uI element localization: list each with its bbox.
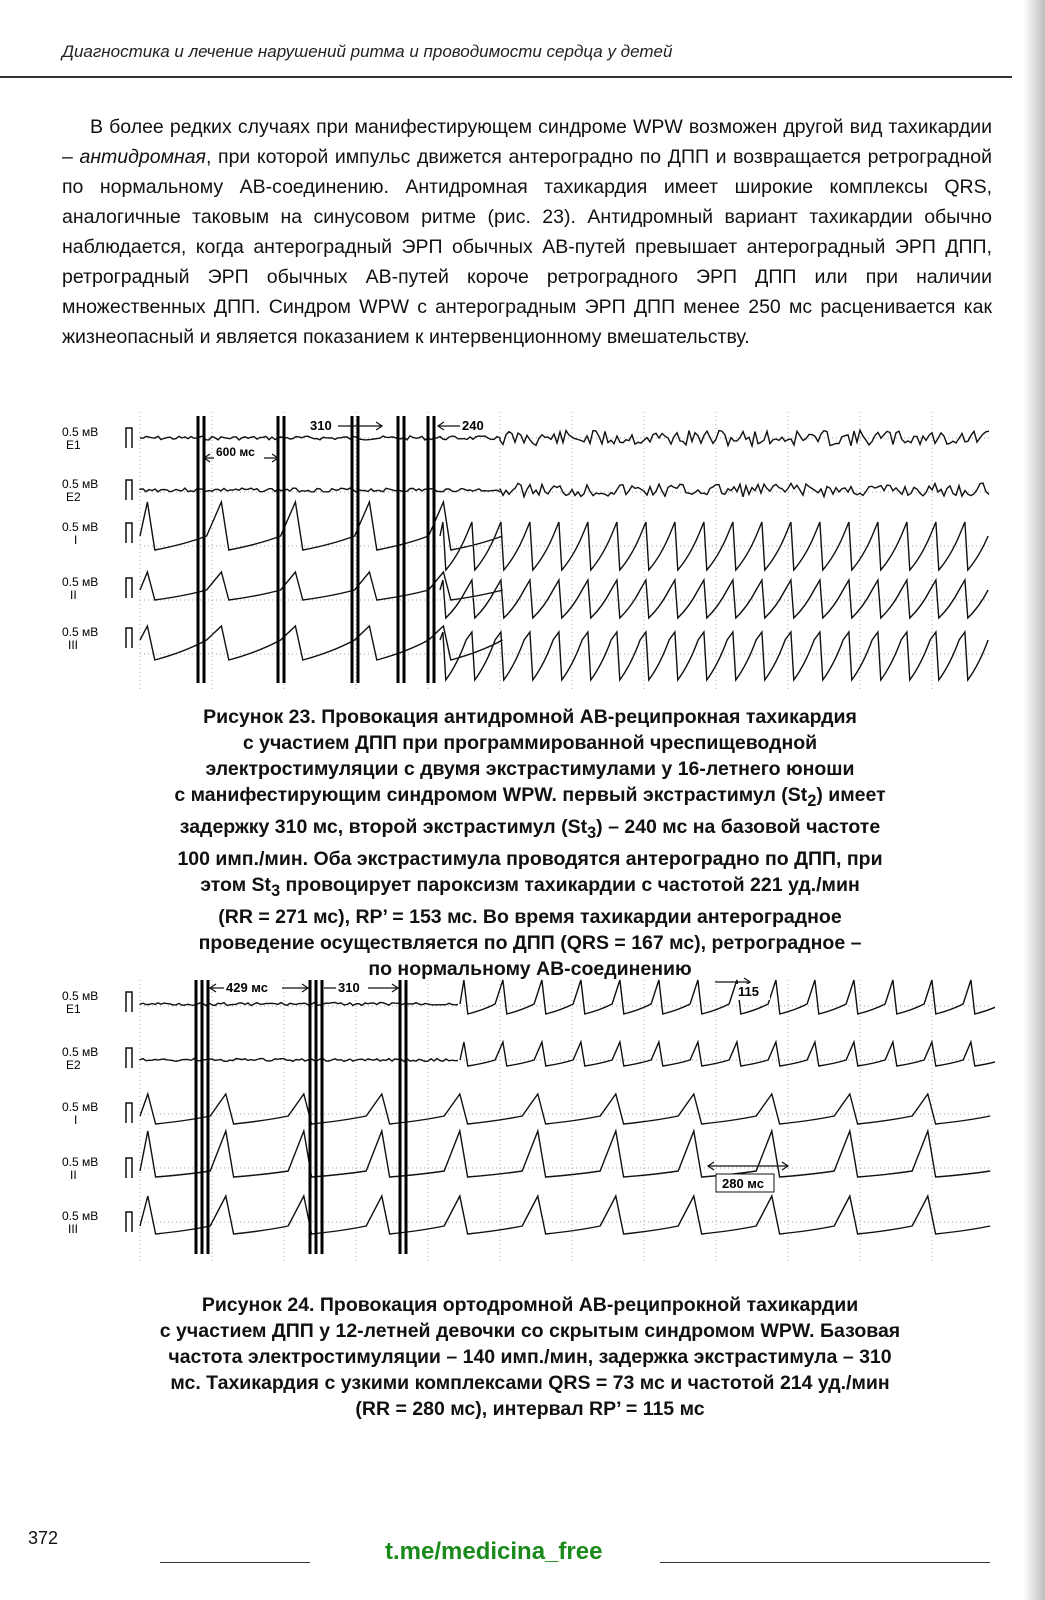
lead-name-ii: II xyxy=(70,1168,77,1182)
paragraph-part-1: В более редких случаях при манифестирующем синдроме WPW возможен другой вид тахикардии – xyxy=(62,116,992,168)
ecg-trace-lead-i xyxy=(140,1094,990,1124)
caption-line xyxy=(70,814,990,846)
interval-label-429: 429 мс xyxy=(226,980,268,995)
figure-23-ecg xyxy=(60,408,995,696)
paragraph-part-2: , при которой импульс движется антероградно по ДПП и возвращается ретроградной по нормальному АВ-соединению. Антидромная тахикардия имеет широкие комплексы QRS, аналогичные таковым на синусовом ритме (рис. 23). Антидромный вариант тахикардии обычно наблюдается, когда антероградный ЭРП обычных АВ-путей превышает антероградный ЭРП ДПП, ретроградный ЭРП обычных АВ-путей короче ретроградного ЭРП ДПП или при наличии множественных ДПП. Синдром WPW с антероградным ЭРП ДПП менее 250 мс расценивается как жизнеопасный и является показанием к интервенционному вмешательству. xyxy=(62,146,992,348)
caption-line xyxy=(70,872,990,904)
figure-23-caption xyxy=(70,704,990,982)
calibration-marks-24 xyxy=(126,992,132,1232)
footer-rule-left xyxy=(160,1562,310,1563)
running-header: Диагностика и лечение нарушений ритма и проводимости сердца у детей xyxy=(62,42,673,61)
ecg-trace-e2 xyxy=(140,1042,995,1066)
interval-label-310: 310 xyxy=(338,980,360,995)
caption-line: частота электростимуляции – 140 имп./мин, задержка экстрастимула – 310 xyxy=(168,1346,892,1368)
ecg-trace-lead-iii xyxy=(140,626,988,680)
ecg-trace-lead-ii xyxy=(140,572,988,618)
page-edge-shadow xyxy=(1023,0,1045,1600)
lead-scale-ii: 0.5 мВ xyxy=(62,1155,99,1169)
ecg-trace-lead-iii xyxy=(140,1196,990,1234)
calibration-marks-23 xyxy=(126,428,132,648)
caption-text: с манифестирующим синдромом WPW. первый экстрастимул (St xyxy=(174,784,808,806)
caption-text: провоцирует пароксизм тахикардии с частотой 221 уд./мин xyxy=(280,873,860,896)
ecg-grid xyxy=(140,980,990,1262)
caption-subscript: 3 xyxy=(587,823,597,842)
caption-text: ) имеет xyxy=(816,784,886,806)
caption-line: проведение осуществляется по ДПП (QRS = 167 мс), ретроградное – xyxy=(198,931,862,954)
lead-name-e1: E1 xyxy=(66,438,81,452)
caption-line: с участием ДПП у 12-летней девочки со скрытым синдромом WPW. Базовая xyxy=(159,1320,901,1342)
caption-line: (RR = 271 мс), RP’ = 153 мс. Во время тахикардии антероградное xyxy=(218,905,842,928)
lead-scale-i: 0.5 мВ xyxy=(62,520,99,534)
lead-name-iii: III xyxy=(68,638,79,652)
lead-name-e2: E2 xyxy=(66,1058,81,1072)
lead-name-e1: E1 xyxy=(66,1002,81,1016)
interval-label-310: 310 xyxy=(310,418,332,433)
caption-line: по нормальному АВ-соединению xyxy=(368,957,692,980)
ecg-traces-23 xyxy=(140,430,989,680)
ecg-trace-lead-ii xyxy=(140,1131,990,1177)
lead-name-i: I xyxy=(74,1113,78,1127)
figure-24-caption xyxy=(70,1292,990,1422)
lead-scale-e2: 0.5 мВ xyxy=(62,477,99,491)
lead-scale-e1: 0.5 мВ xyxy=(62,989,99,1003)
lead-name-iii: III xyxy=(68,1222,79,1236)
body-paragraph xyxy=(62,112,992,352)
caption-text: этом St xyxy=(200,873,272,896)
footer-rule-right xyxy=(660,1562,990,1563)
ecg-grid xyxy=(140,412,990,692)
ecg-trace-lead-i xyxy=(140,502,988,570)
ecg-trace-e2 xyxy=(140,483,989,497)
caption-subscript: 3 xyxy=(271,881,281,900)
caption-text: задержку 310 мс, второй экстрастимул (St xyxy=(179,815,588,838)
ecg-traces-24 xyxy=(140,980,995,1234)
caption-line: Рисунок 23. Провокация антидромной АВ-реципрокная тахикардия xyxy=(203,706,857,728)
lead-scale-ii: 0.5 мВ xyxy=(62,575,99,589)
caption-line: Рисунок 24. Провокация ортодромной АВ-реципрокной тахикардии xyxy=(201,1294,859,1316)
lead-scale-e1: 0.5 мВ xyxy=(62,425,99,439)
lead-scale-i: 0.5 мВ xyxy=(62,1100,99,1114)
lead-scale-iii: 0.5 мВ xyxy=(62,625,99,639)
lead-labels-23 xyxy=(62,425,98,652)
paragraph-emphasis: антидромная xyxy=(79,146,206,168)
stimulus-artifacts-24 xyxy=(196,980,406,1254)
interval-label-240: 240 xyxy=(462,418,484,433)
caption-subscript: 2 xyxy=(807,791,817,810)
figure-24-ecg xyxy=(60,976,995,1266)
caption-line: электростимуляции с двумя экстрастимулами у 16-летнего юноши xyxy=(205,758,855,780)
caption-line xyxy=(70,782,990,814)
lead-name-i: I xyxy=(74,533,78,547)
lead-name-e2: E2 xyxy=(66,490,81,504)
caption-line: (RR = 280 мс), интервал RP’ = 115 мс xyxy=(355,1398,705,1420)
interval-label-600: 600 мс xyxy=(216,445,255,459)
lead-scale-iii: 0.5 мВ xyxy=(62,1209,99,1223)
caption-line: мс. Тахикардия с узкими комплексами QRS = 73 мс и частотой 214 уд./мин xyxy=(170,1372,890,1394)
page-number: 372 xyxy=(28,1528,59,1548)
header-rule xyxy=(0,76,1012,78)
footer-link[interactable]: t.me/medicina_free xyxy=(385,1538,603,1565)
caption-text: ) – 240 мс на базовой частоте xyxy=(596,815,881,838)
caption-line: с участием ДПП при программированной чреспищеводной xyxy=(242,732,818,754)
interval-label-115: 115 xyxy=(738,984,759,999)
ecg-trace-e1 xyxy=(140,430,989,446)
interval-label-280: 280 мс xyxy=(722,1176,764,1191)
caption-line: 100 имп./мин. Оба экстрастимула проводятся антероградно по ДПП, при xyxy=(177,847,883,870)
lead-scale-e2: 0.5 мВ xyxy=(62,1045,99,1059)
lead-labels-24 xyxy=(62,989,98,1236)
lead-name-ii: II xyxy=(70,588,77,602)
